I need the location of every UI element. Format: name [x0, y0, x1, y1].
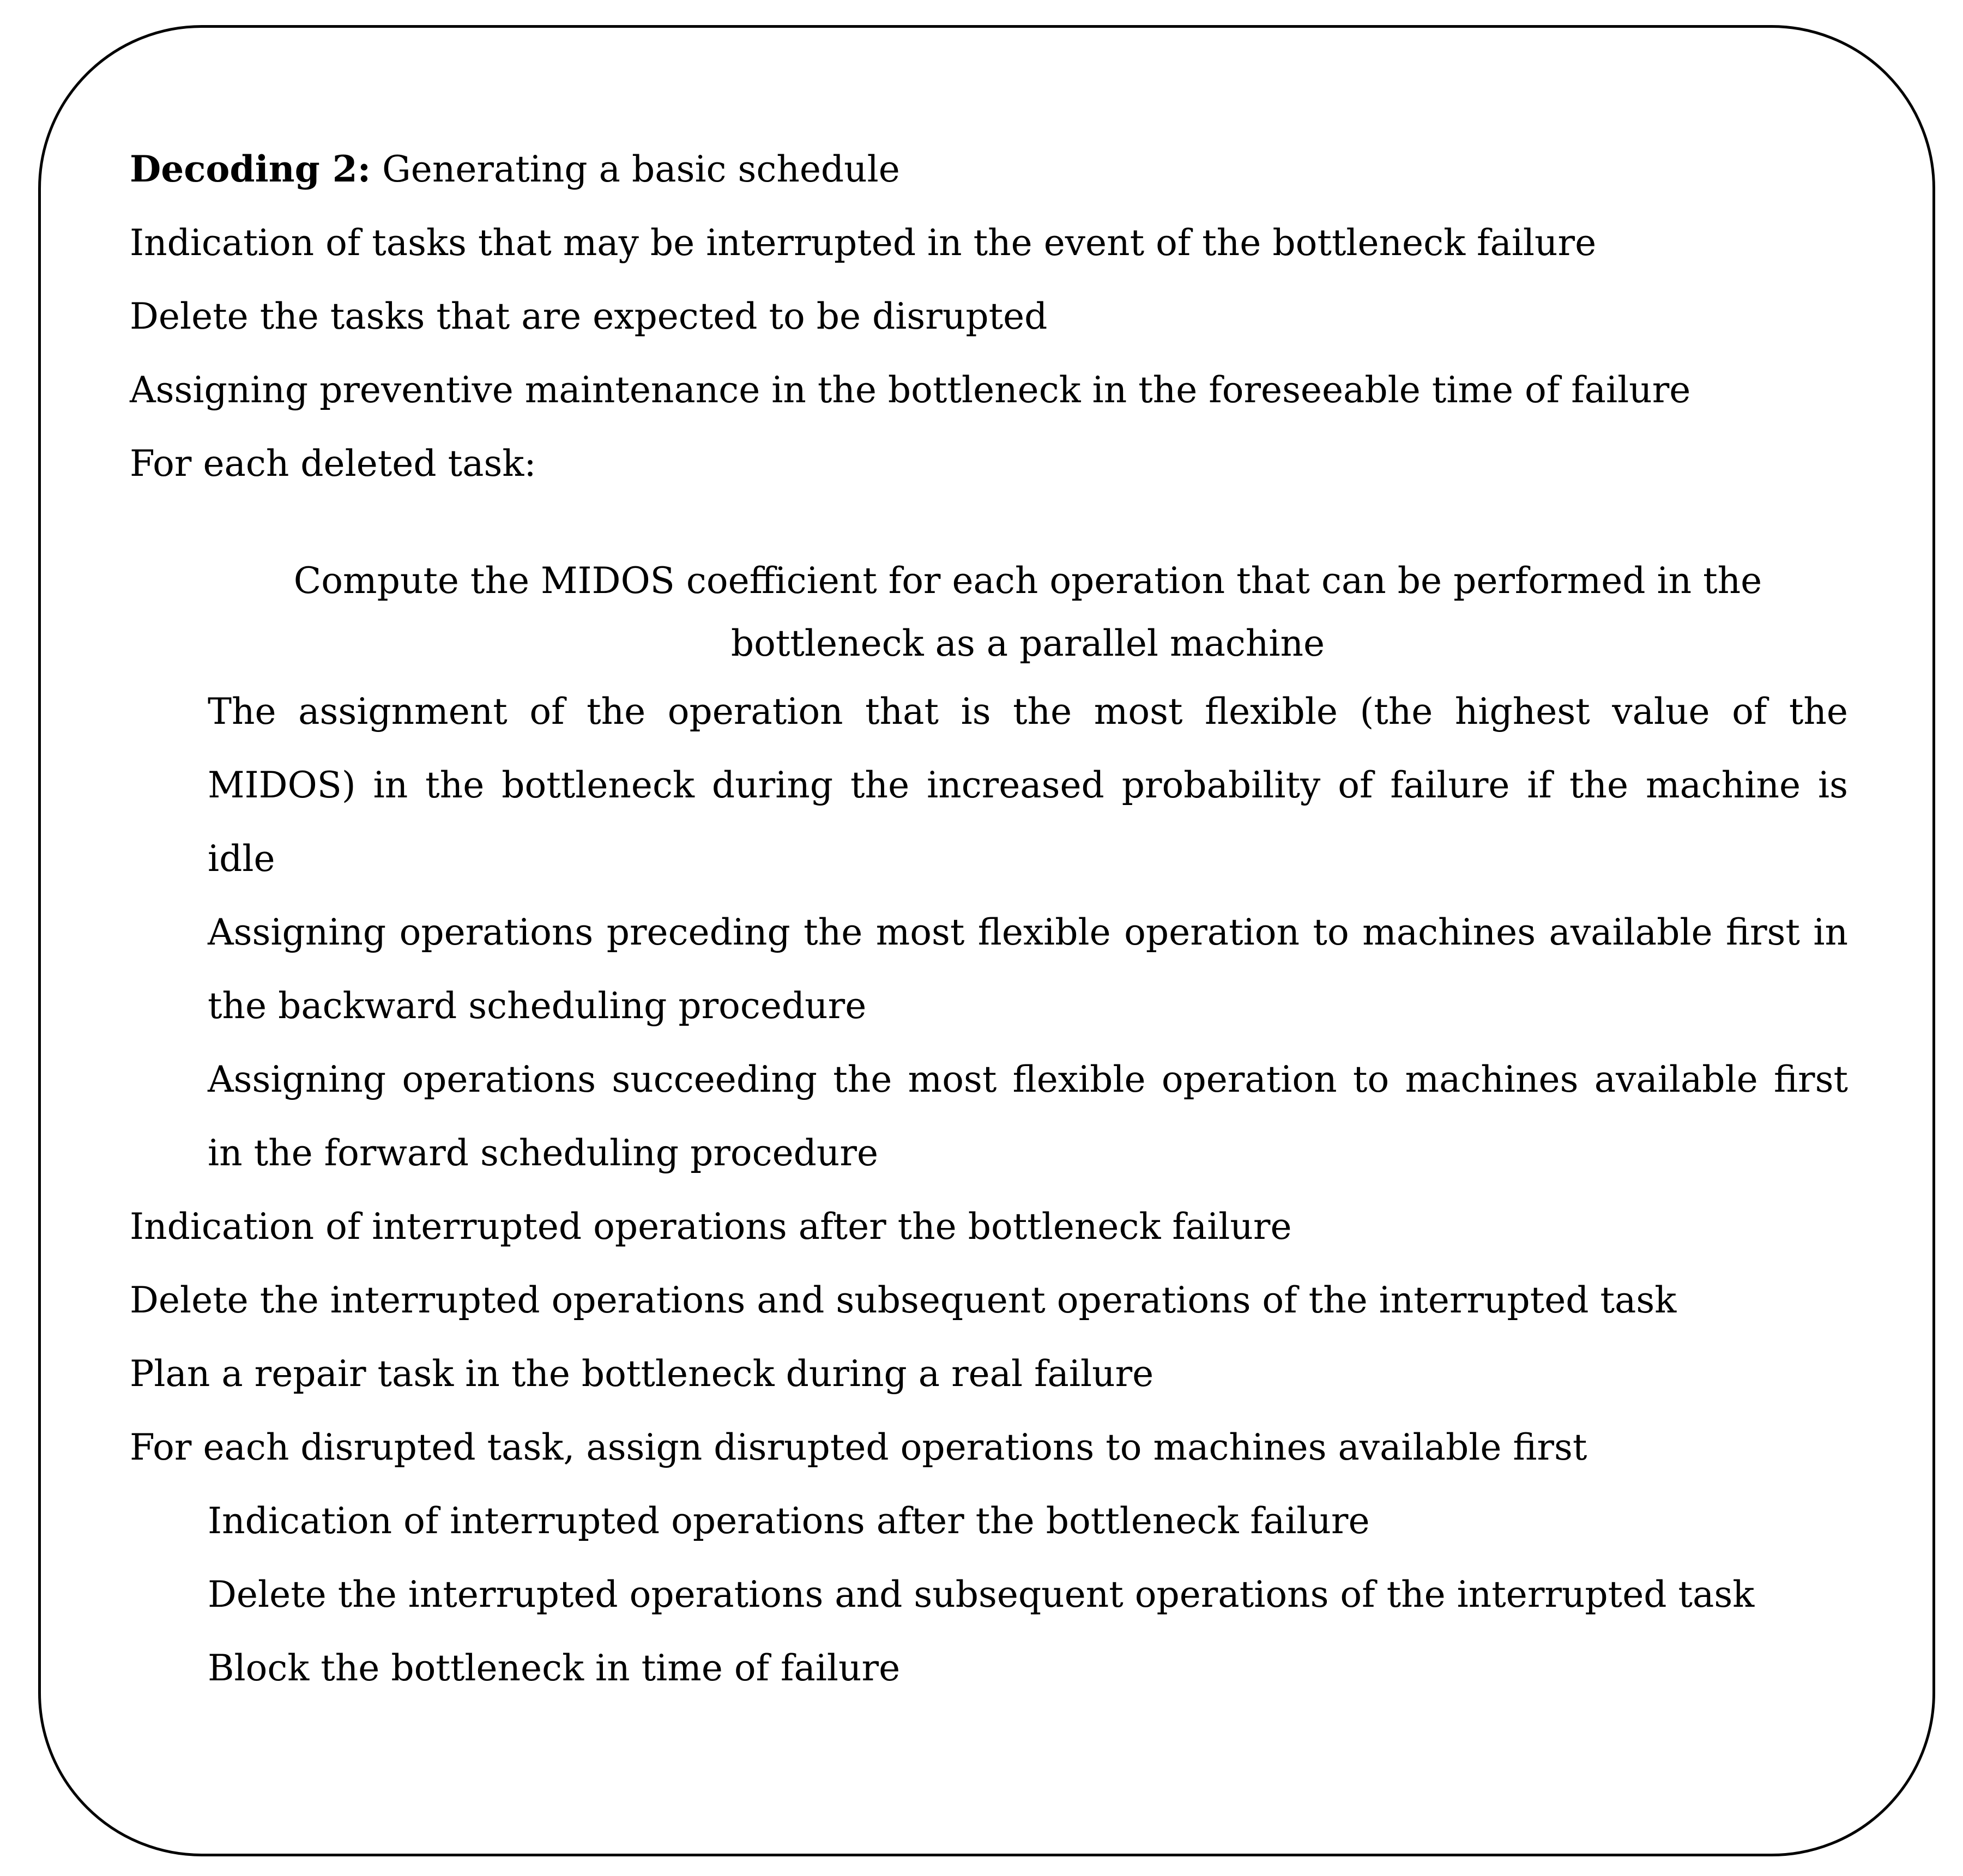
- midos-step: Compute the MIDOS coefficient for each operation that can be performed in the bottleneck as a parallel machine: [293, 560, 1762, 664]
- algorithm-box: [130, 132, 1848, 1705]
- step-line: For each deleted task:: [130, 443, 536, 485]
- step-line: Indication of interrupted operations after the bottleneck failure: [130, 1206, 1292, 1248]
- sub-step: Indication of interrupted operations after the bottleneck failure: [208, 1500, 1370, 1542]
- sub-step: Assigning operations succeeding the most flexible operation to machines available first in the forward scheduling procedure: [208, 1058, 1848, 1174]
- sub-step: Delete the interrupted operations and subsequent operations of the interrupted task: [208, 1574, 1755, 1615]
- title-label: Decoding 2:: [130, 148, 371, 190]
- step-line: Indication of tasks that may be interrupted in the event of the bottleneck failure: [130, 222, 1597, 264]
- step-line: Delete the tasks that are expected to be disrupted: [130, 295, 1048, 337]
- title-text: Generating a basic schedule: [371, 148, 900, 190]
- step-line: Plan a repair task in the bottleneck during a real failure: [130, 1353, 1154, 1395]
- step-line: For each disrupted task, assign disrupted operations to machines available first: [130, 1426, 1587, 1468]
- sub-step: The assignment of the operation that is the most flexible (the highest value of the MIDOS) in the bottleneck during the increased probability of failure if the machine is idle: [208, 691, 1848, 880]
- step-line: Delete the interrupted operations and subsequent operations of the interrupted task: [130, 1279, 1677, 1321]
- sub-step: Block the bottleneck in time of failure: [208, 1647, 901, 1689]
- sub-step: Assigning operations preceding the most flexible operation to machines available first in the backward scheduling procedure: [208, 911, 1848, 1027]
- step-line: Assigning preventive maintenance in the bottleneck in the foreseeable time of failure: [130, 369, 1691, 411]
- algorithm-title: [130, 132, 1848, 206]
